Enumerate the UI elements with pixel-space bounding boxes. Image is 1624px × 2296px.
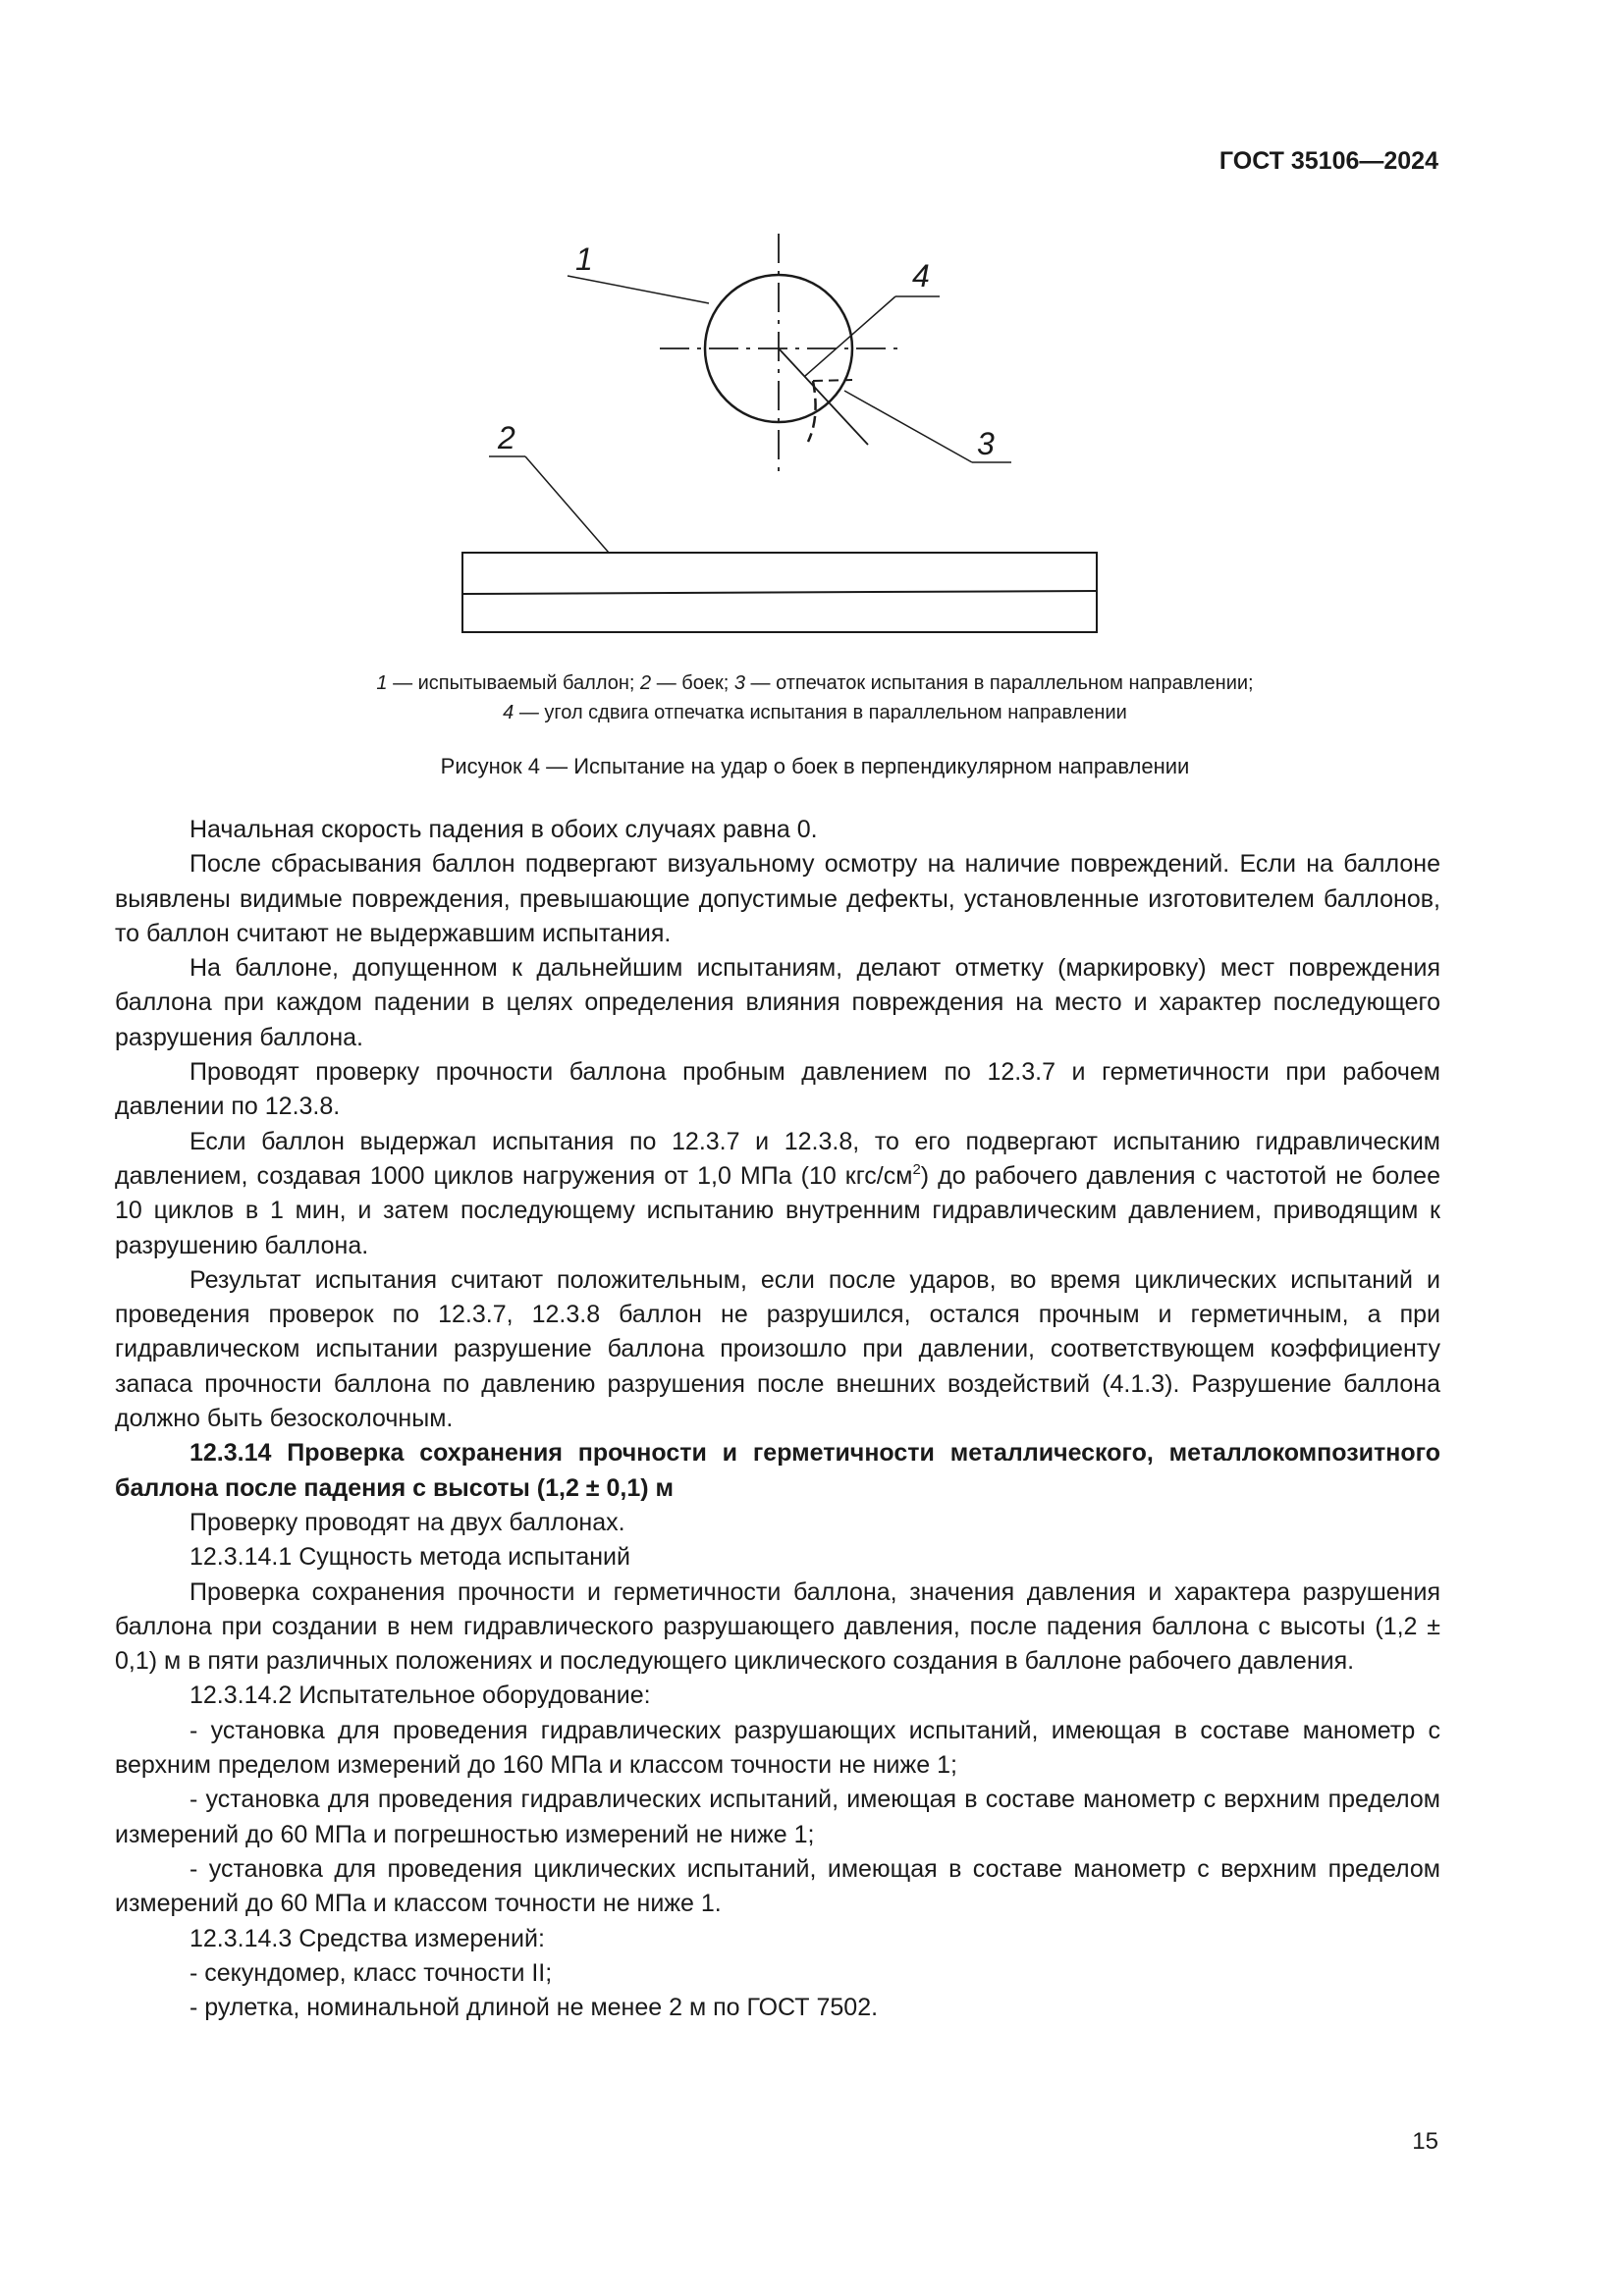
legend-text: — отпечаток испытания в параллельном направлении; bbox=[744, 672, 1254, 694]
subsection-title: 12.3.14.2 Испытательное оборудование: bbox=[189, 1682, 651, 1710]
paragraph: Результат испытания считают положительным, если после ударов, во время циклических испытаний и проведения проверок по 12.3.7, 12.3.8 баллон не разрушился, остался прочным и герметичным, а при гидравлическом испытании разрушение баллона произошло при давлении, соответствующем коэффициенту запаса прочности баллона по давлению разрушения после внешних воздействий (4.1.3). Разрушение баллона должно быть безосколочным. bbox=[115, 1265, 1440, 1433]
paragraph: На баллоне, допущенном к дальнейшим испытаниям, делают отметку (маркировку) мест повреждения баллона при каждом падении в целях определения влияния повреждения на место и характер последующего разрушения баллона. bbox=[115, 954, 1440, 1051]
list-item: - секундомер, класс точности II; bbox=[189, 1958, 553, 1987]
legend-num: 3 bbox=[733, 672, 745, 694]
paragraph: Проверку проводят на двух баллонах. bbox=[189, 1508, 625, 1536]
figure-legend-line-2 bbox=[187, 698, 1443, 727]
list-item: - установка для проведения циклических испытаний, имеющая в составе манометр с верхним пределом измерений до 60 МПа и классом точности не ниже 1. bbox=[115, 1854, 1440, 1918]
subsection-title: 12.3.14.1 Сущность метода испытаний bbox=[189, 1543, 630, 1572]
legend-text: — угол сдвига отпечатка испытания в параллельном направлении bbox=[514, 702, 1127, 723]
figure-caption: Рисунок 4 — Испытание на удар о боек в перпендикулярном направлении bbox=[440, 754, 1190, 778]
paragraph: Проводят проверку прочности баллона пробным давлением по 12.3.7 и герметичности при рабочем давлении по 12.3.8. bbox=[115, 1058, 1440, 1121]
legend-text: — испытываемый баллон; bbox=[387, 672, 641, 694]
list-item: - установка для проведения гидравлических разрушающих испытаний, имеющая в составе манометр с верхним пределом измерений до 160 МПа и классом точности не ниже 1; bbox=[115, 1716, 1440, 1780]
label-1: 1 bbox=[575, 241, 593, 277]
label-3: 3 bbox=[977, 426, 995, 461]
figure-legend-line-1 bbox=[187, 668, 1443, 698]
label-4: 4 bbox=[912, 258, 930, 294]
legend-num: 4 bbox=[503, 702, 514, 723]
leader-3 bbox=[844, 391, 972, 462]
legend-num: 1 bbox=[376, 672, 388, 694]
leader-1 bbox=[568, 276, 709, 303]
list-item: - рулетка, номинальной длиной не менее 2 м по ГОСТ 7502. bbox=[189, 1994, 879, 2022]
figure-4-drawing bbox=[432, 221, 1119, 653]
legend-text: — боек; bbox=[651, 672, 734, 694]
paragraph: После сбрасывания баллон подвергают визуальному осмотру на наличие повреждений. Если на баллоне выявлены видимые повреждения, превышающие допустимые дефекты, установленные изготовителем баллонов, то баллон считают не выдержавшим испытания. bbox=[115, 850, 1440, 947]
figure-svg bbox=[432, 221, 1119, 653]
section-heading: 12.3.14 Проверка сохранения прочности и герметичности металлического, металлокомпозитного баллона после падения с высоты (1,2 ± 0,1) м bbox=[115, 1439, 1440, 1502]
document-header: ГОСТ 35106—2024 bbox=[1218, 147, 1438, 175]
test-print-arc bbox=[808, 381, 816, 442]
striker-midline bbox=[462, 591, 1097, 594]
list-item: - установка для проведения гидравлических испытаний, имеющая в составе манометр с верхним пределом измерений до 60 МПа и погрешностью измерений не ниже 1; bbox=[115, 1786, 1440, 1848]
paragraph: Начальная скорость падения в обоих случаях равна 0. bbox=[189, 816, 818, 843]
subsection-title: 12.3.14.3 Средства измерений: bbox=[189, 1924, 545, 1952]
paragraph: Если баллон выдержал испытания по 12.3.7 и 12.3.8, то его подвергают испытанию гидравлическим давлением, создавая 1000 циклов нагружения от 1,0 МПа (10 кгс/$см^2$) до рабочего давления с частотой не более 10 циклов в 1 мин, и затем последующему испытанию внутренним гидравлическим давлением, приводящим к разрушению баллона. bbox=[115, 1127, 1440, 1259]
page-number: 15 bbox=[1412, 2128, 1438, 2155]
test-print-top bbox=[813, 380, 852, 381]
legend-num: 2 bbox=[640, 672, 652, 694]
body-text bbox=[115, 813, 1440, 2025]
label-2: 2 bbox=[498, 420, 515, 455]
paragraph: Проверка сохранения прочности и герметичности баллона, значения давления и характера разрушения баллона при создании в нем гидравлического разрушающего давления, после падения баллона с высоты (1,2 ± 0,1) м в пяти различных положениях и последующего циклического создания в баллоне рабочего давления. bbox=[115, 1577, 1440, 1676]
